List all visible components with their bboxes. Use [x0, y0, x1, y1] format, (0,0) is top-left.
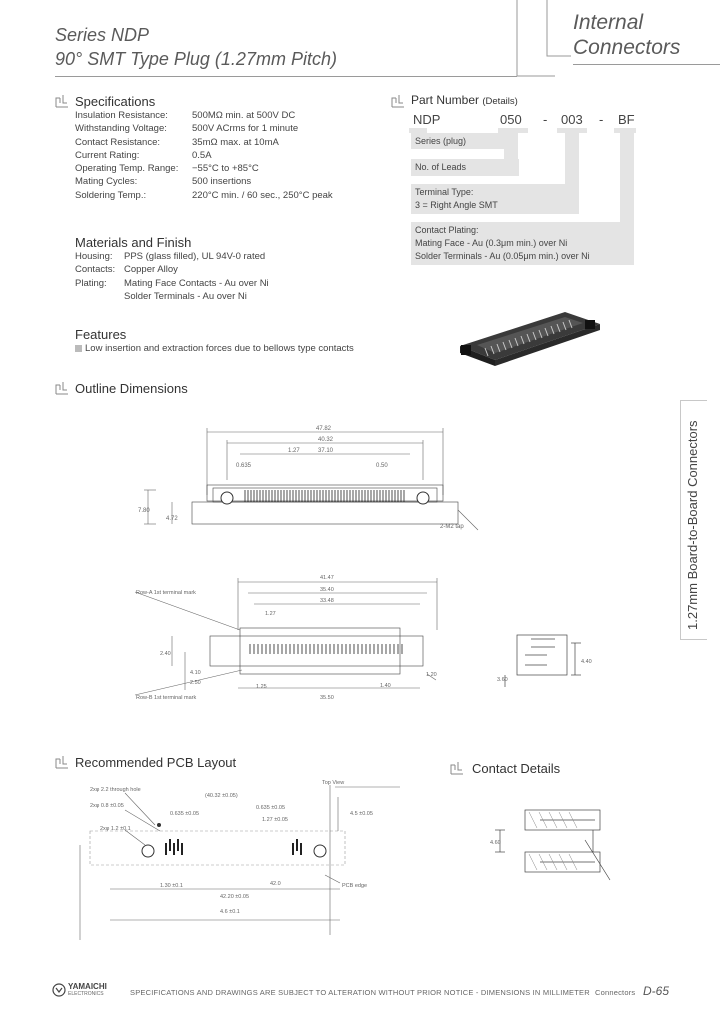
- series-title: Series NDP: [55, 25, 150, 45]
- material-label: Plating:: [75, 277, 107, 289]
- material-label: Contacts:: [75, 264, 116, 276]
- spec-value: 220°C min. / 60 sec., 250°C peak: [192, 189, 333, 201]
- company-logo-icon: [52, 983, 66, 997]
- pn-box-leads: [411, 159, 519, 176]
- brand-rule: [573, 64, 720, 65]
- spec-value: 500V ACrms for 1 minute: [192, 123, 299, 135]
- pcb-label: 0.635 ±0.05: [170, 811, 200, 817]
- pn-box-line: Contact Plating:: [415, 225, 479, 235]
- pcb-label: Top View: [322, 780, 345, 786]
- pn-box-line: Solder Terminals - Au (0.05μm min.) over Ni: [415, 251, 590, 261]
- pn-box-line: No. of Leads: [415, 162, 467, 172]
- category-line2: Connectors: [573, 36, 681, 59]
- outline-side-drawing: [495, 625, 605, 690]
- spec-value: 0.5A: [192, 149, 212, 161]
- category-line1: Internal: [573, 11, 644, 34]
- section-icon: [54, 381, 70, 395]
- company-sub: ELECTRONICS: [68, 991, 104, 997]
- part-number-title: Part Number: [411, 93, 480, 107]
- dim-label: 41.47: [320, 575, 334, 581]
- pn-box-line: Series (plug): [415, 136, 467, 146]
- section-icon: [54, 755, 70, 769]
- contact-details-heading: Contact Details: [472, 761, 561, 776]
- row-label: Row-B 1st terminal mark: [136, 695, 197, 701]
- features-heading: Features: [75, 327, 127, 342]
- contact-details-drawing: [485, 800, 615, 900]
- dim-label: 1.20: [426, 672, 437, 678]
- feature-item: [75, 342, 354, 355]
- pcb-label: 42.20 ±0.05: [220, 894, 250, 900]
- spec-label: Operating Temp. Range:: [75, 163, 179, 175]
- pcb-label: 1.30 ±0.1: [160, 883, 183, 889]
- dim-label: 37.10: [318, 448, 334, 454]
- dim-label: 40.32: [318, 437, 334, 443]
- pn-box-line: Mating Face - Au (0.3μm min.) over Ni: [415, 238, 568, 248]
- part-number-details: (Details): [482, 96, 518, 107]
- feature-text: Low insertion and extraction forces due to bellows type contacts: [85, 343, 354, 354]
- spec-value: 500 insertions: [192, 176, 252, 188]
- page-number: D-65: [643, 984, 670, 998]
- dim-label: 2.40: [160, 651, 171, 657]
- side-tab-label: 1.27mm Board-to-Board Connectors: [685, 420, 700, 630]
- material-label: [75, 290, 124, 303]
- dim-label: 35.50: [320, 695, 334, 701]
- materials-heading: Materials and Finish: [75, 235, 192, 250]
- outline-bottom-drawing: [130, 570, 440, 705]
- pcb-label: PCB edge: [342, 883, 368, 889]
- section-icon: [449, 761, 465, 775]
- dim-label: 4.40: [581, 659, 592, 665]
- pn-box-plating: [411, 222, 634, 265]
- spec-label: Contact Resistance:: [75, 136, 161, 148]
- dim-label: 0.635: [236, 463, 252, 469]
- pcb-label: 2xφ 2.2 through hole: [90, 787, 141, 793]
- spec-label: Mating Cycles:: [75, 176, 138, 188]
- pcb-layout-drawing: [70, 775, 430, 945]
- dim-label: 2-M2 tap: [440, 524, 464, 530]
- material-label: Housing:: [75, 251, 113, 262]
- spec-label: Soldering Temp.:: [75, 189, 147, 201]
- pn-box-series: [411, 133, 505, 149]
- pcb-label: (40.32 ±0.05): [205, 793, 238, 799]
- contact-dim: 4.60: [490, 840, 501, 846]
- material-value: Copper Alloy: [124, 264, 178, 276]
- pn-box-terminal: [411, 184, 579, 214]
- dim-label: 35.40: [320, 587, 334, 593]
- spec-label: Current Rating:: [75, 149, 140, 161]
- pn-code-dash: -: [599, 112, 604, 127]
- footer-notice: SPECIFICATIONS AND DRAWINGS ARE SUBJECT TO ALTERATION WITHOUT PRIOR NOTICE - DIMENSIONS IN MILLIMETER: [130, 988, 590, 997]
- company-name: YAMAICHI: [68, 982, 107, 991]
- part-number-heading: [411, 93, 518, 107]
- section-icon: [390, 94, 406, 108]
- material-value: Solder Terminals - Au over Ni: [124, 290, 247, 302]
- section-icon: [54, 94, 70, 108]
- dim-label: 47.82: [316, 426, 332, 432]
- spec-value: 35mΩ max. at 10mA: [192, 136, 279, 148]
- dim-label: 1.27: [265, 611, 276, 617]
- row-label: Row-A 1st terminal mark: [136, 590, 196, 596]
- specifications-heading: Specifications: [75, 94, 156, 109]
- dim-label: 4.72: [166, 516, 178, 522]
- pcb-label: 2xφ 0.8 ±0.05: [90, 803, 124, 809]
- dim-label: 7.80: [138, 508, 150, 514]
- spec-label: Insulation Resistance:: [75, 110, 168, 121]
- dim-label: 4.10: [190, 670, 201, 676]
- dim-label: 33.48: [320, 598, 334, 604]
- material-value: Mating Face Contacts - Au over Ni: [124, 277, 269, 289]
- pn-box-line: 3 = Right Angle SMT: [415, 200, 498, 210]
- bullet-icon: [75, 345, 82, 352]
- pn-code-plating: BF: [618, 112, 635, 127]
- pcb-label: 4.5 ±0.05: [350, 811, 373, 817]
- pn-box-line: Terminal Type:: [415, 187, 474, 197]
- pcb-label: 0.635 ±0.05: [256, 805, 286, 811]
- outline-heading: Outline Dimensions: [75, 381, 188, 396]
- specifications-table: [75, 109, 333, 202]
- pcb-label: 42.0: [270, 881, 281, 887]
- pcb-heading: Recommended PCB Layout: [75, 755, 237, 770]
- dim-label: 1.40: [380, 683, 391, 689]
- outline-top-drawing: [130, 420, 490, 545]
- spec-label: Withstanding Voltage:: [75, 123, 167, 135]
- pn-code-series: NDP: [413, 112, 441, 127]
- dim-label: 2.50: [190, 680, 201, 686]
- pcb-label: 1.27 ±0.05: [262, 817, 288, 823]
- dim-label: 1.25: [256, 684, 267, 690]
- header-fold-line: [515, 0, 575, 82]
- material-value: PPS (glass filled), UL 94V-0 rated: [124, 251, 266, 262]
- header-rule: [55, 76, 517, 77]
- connector-photo: [455, 298, 605, 368]
- materials-table: [75, 250, 269, 303]
- pn-code-leads: 050: [500, 112, 522, 127]
- footer-section: Connectors: [595, 988, 636, 997]
- dim-label: 0.50: [376, 463, 388, 469]
- spec-value: −55°C to +85°C: [192, 163, 259, 175]
- dim-label: 1.27: [288, 448, 300, 454]
- spec-value: 500MΩ min. at 500V DC: [192, 110, 296, 121]
- pn-code-dash: -: [543, 112, 548, 127]
- pcb-label: 2xφ 1.2 ±0.1: [100, 826, 131, 832]
- dim-label: 3.60: [497, 677, 508, 683]
- pcb-label: 4.6 ±0.1: [220, 909, 240, 915]
- pn-code-terminal: 003: [561, 112, 583, 127]
- product-title: 90° SMT Type Plug (1.27mm Pitch): [55, 49, 337, 69]
